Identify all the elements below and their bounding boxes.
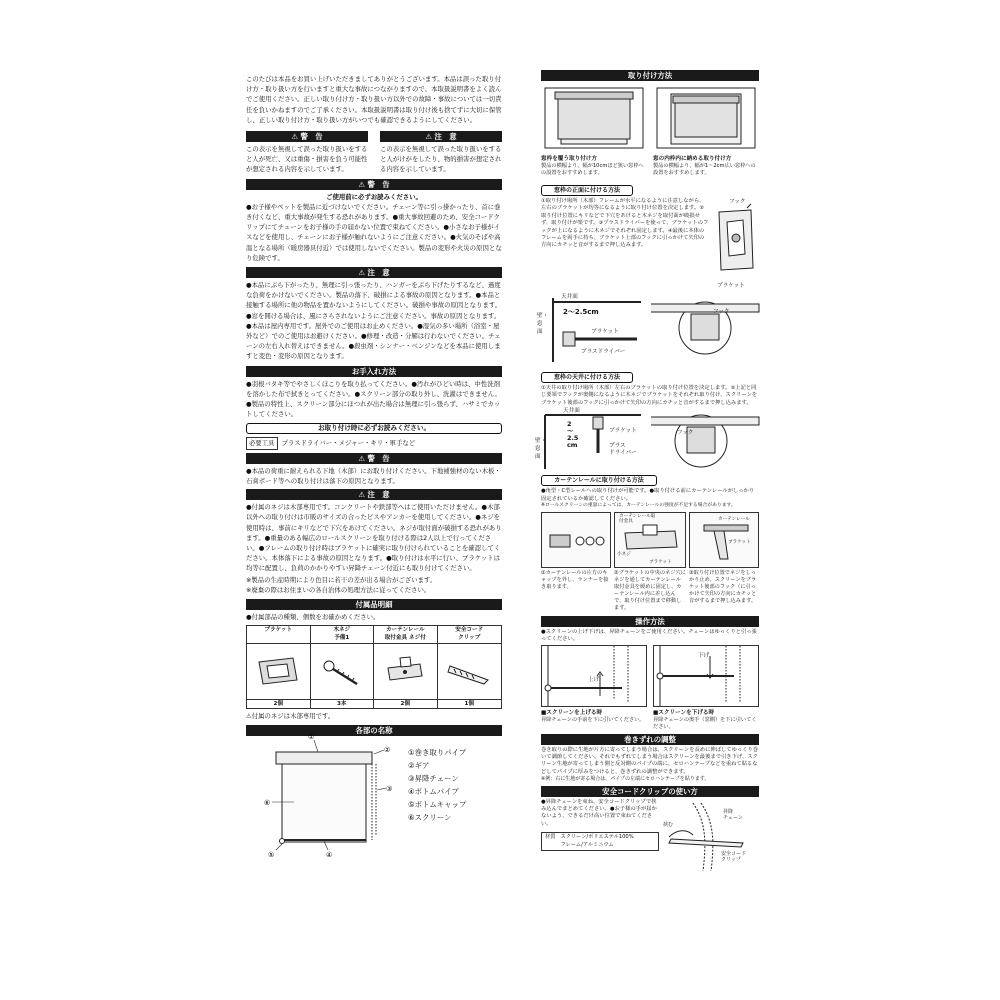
tools-text: プラスドライバー・メジャー・キリ・軍手など [281, 439, 416, 448]
part-item: ①巻き取りパイプ [408, 748, 467, 758]
clip-pinch-label: 挟む [663, 821, 674, 828]
right-column [535, 70, 759, 875]
bracket-image [247, 644, 310, 699]
accessory-rail-fitting [374, 626, 438, 708]
parts-heading: 各部の名称 [246, 725, 502, 736]
front-steps: ①取り付け場所（木部）フレームが水平になるように注意しながら、左右のブラケットが均等になるように取り付け位置を決定します。②取り付け位置にキリなどで下穴をあけると木ネジを取付面が破損せず、取り付けが楽です。③プラスドライバーを使って、ブラケットのフックが上になるように木ネジでそれぞれ固定します。④最後に本体のフレームを両手に持ち、ブラケット上部のフックに引っかけて矢印の方向にカチッと音がするまで押し込みます。 [541, 198, 709, 249]
install-read-heading: お取り付け時に必ずお読みください。 [246, 423, 502, 434]
ceiling-install-figures [535, 408, 759, 471]
tools-row [246, 437, 502, 449]
ceiling-wall-label: 壁・窓面 [535, 438, 547, 461]
accessory-qty: 3本 [311, 699, 374, 708]
part-number-2: ② [384, 746, 391, 755]
accessories-note: ⚠付属のネジは木部専用です。 [246, 712, 335, 721]
rail-figure-1 [541, 512, 611, 568]
front-heading: 窓枠の正面に付ける方法 [541, 185, 633, 196]
left-column [246, 74, 502, 860]
operate-down-figure [653, 645, 759, 707]
rail-curtain-label: カーテンレール [718, 516, 750, 522]
note-disposal: ※廃棄の際はお住まいの各自治体の処理方法に従ってください。 [246, 585, 431, 594]
front-section [541, 198, 759, 292]
warning-definitions [246, 131, 502, 175]
clip-instructions [541, 799, 659, 875]
clip-figure [663, 799, 759, 875]
warning-def-text: この表示を無視して誤った取り扱いをすると人が死亡、又は重傷・損害を負う可能性が想定される内容を示しています。 [246, 145, 368, 174]
ceiling-gap-label: 2 〜 2.5 cm [567, 420, 579, 450]
note-color: ※製品の生産時期により色目に若干の差が出る場合がございます。 [246, 575, 437, 584]
front-driver-label: プラスドライバー [581, 349, 626, 355]
operate-up [541, 645, 647, 731]
rail-screw-label: 小ネジ [617, 551, 631, 557]
front-install-figures [537, 294, 759, 368]
accessories-heading: 付属品明細 [246, 599, 502, 610]
misalign-heading: 巻きずれの調整 [541, 734, 759, 745]
operate-figures [541, 645, 759, 731]
accessory-screw [311, 626, 375, 708]
rail-bracket-label: ブラケット [649, 559, 672, 565]
front-ceiling-label: 天井面 [561, 294, 578, 300]
part-number-1: ① [308, 733, 315, 742]
front-hook-label: フック [729, 199, 746, 205]
rail-figure-2 [614, 512, 686, 568]
rail-text: ●角型・C型レールへの取り付けが可能です。●取り付ける前にカーテンレールがしっかり固定されているか確認してください。 [541, 488, 755, 502]
accessory-name: ブラケット [247, 626, 310, 644]
part-item: ⑥スクリーン [408, 813, 452, 823]
use-caution-heading: ⚠ 注 意 [246, 267, 502, 278]
mount-cover-title: 窓枠を覆う取り付け方 [541, 156, 597, 162]
caution-def-heading: ⚠ 注 意 [380, 131, 502, 142]
mount-heading: 取り付け方法 [541, 70, 759, 81]
accessories-intro: ●付属部品の種類、個数をお確かめください。 [246, 612, 380, 621]
use-caution-text: ●本品にぶら下がったり、無理に引っ張ったり、ハンガーをぶら下げたりするなど、過度な負荷をかけないでください。製品の落下、破損による事故の原因となります。●本品と接触する場所に他の物品を置かないようにしてください。破損や事故の原因となります。●窓を開ける場合は、風にさらされないようにご注意ください。事故の原因となります。●本品は屋内専用です。屋外でのご使用はお止めください。●湿気の多い場所（浴室・屋外など）でのご使用はお避けください。●修理・改造・分解は行わないでください。チェーンの左右入れ替えはできません。●殺虫剤・シンナー・ベンジンなどを本品に使用しますと変色・変形の原因となります。 [246, 281, 502, 361]
rail-note: ※ロールスクリーンの重量によっては、カーテンレールの強度が不足する場合があります。 [541, 503, 736, 509]
roller-screen-drawing [254, 733, 394, 860]
ceiling-surface-label: 天井面 [563, 408, 580, 415]
mount-types [541, 84, 759, 177]
mount-inside-text: 製品の横幅より、幅が1〜2cm広い窓枠への設置をおすすめします。 [653, 163, 756, 176]
rail-step-3: ③取り付け位置でネジをしっかり止め、スクリーンをブラケット後部のフック（に引っかけて矢印の方向にカチッと音がするまで押し込みます。 [689, 569, 757, 604]
rail-figures [541, 512, 759, 568]
accessory-bracket [247, 626, 311, 708]
rail-bracket2-label: ブラケット [728, 539, 751, 545]
operate-text: ●スクリーンの上げ下げは、昇降チェーンをご使用ください。チェーンはゆっくりと引っ張ってください。 [541, 628, 757, 642]
operate-down-label: 下げ [698, 652, 710, 659]
rail-step-2: ②ブラケットの中央のネジ穴にネジを通してカーテンレール取付金具を緩めに固定し、カーテンレール内に差し込んで、取り付け位置まで移動します。 [614, 569, 686, 611]
part-number-5: ⑤ [268, 851, 275, 860]
warning-def-heading: ⚠ 警 告 [246, 131, 368, 142]
accessory-name: 木ネジ 予備1 [311, 626, 374, 644]
clip-section [541, 799, 759, 875]
part-item: ⑤ボトムキャップ [408, 800, 467, 810]
part-item: ④ボトムパイプ [408, 787, 459, 797]
screw-image [311, 644, 374, 699]
safety-clip-image [438, 644, 502, 699]
rail-fitting-label: カーテンレール取付金具 [619, 513, 656, 525]
install-warning-text: ●本品の荷重に耐えられる下地（木部）にお取り付けください。下地補強材のない木板・石膏ボード等への取り付けは落下の原因となります。 [246, 466, 501, 485]
part-number-4: ④ [326, 851, 333, 860]
operate-heading: 操作方法 [541, 616, 759, 627]
rail-steps [541, 570, 759, 612]
part-number-3: ③ [386, 785, 393, 794]
rail-heading: カーテンレールに取り付ける方法 [541, 475, 657, 486]
ceiling-driver-label: プラス ドライバー [609, 443, 637, 457]
clip-text: ●昇降チェーンを束ね、安全コードクリップで挟み込んでまとめてください。●お子様の手が届かないよう、できるだけ高い位置で束ねてください。 [541, 798, 657, 827]
part-item: ②ギア [408, 761, 430, 771]
install-caution-heading: ⚠ 注 意 [246, 489, 502, 500]
front-hook-callout: フック [713, 309, 730, 315]
misalign-note: ※例：右に生地が寄る場合は、パイプの左端にセロハンテープを貼ります。 [541, 775, 710, 782]
operate-down-title: ■スクリーンを下げる時 [653, 709, 715, 716]
operate-down-text: 昇降チェーンの奥手（窓側）を下に引いてください。 [653, 716, 757, 730]
rail-figure-3 [689, 512, 759, 568]
ceiling-hook-label: フック [677, 430, 694, 437]
mount-cover-figure [541, 84, 647, 150]
ceiling-bracket-label: ブラケット [609, 428, 637, 435]
accessory-safety-clip [438, 626, 502, 708]
ceiling-heading: 窓枠の天井に付ける方法 [541, 372, 633, 383]
misalign-text: 巻き取りの際に生地が片方に寄ってしまう場合は、スクリーンを長めに伸ばしてゆっくり巻いて調節してください。それでもずれてしまう場合はスクリーンを最後まで引き下げ、スクリーン生地が寄ってしまう側と反対側のパイプの端に、セロハンテープなどを重ねて貼るなどしてパイプに厚みをつけると、巻きずれの調整ができます。 [541, 746, 759, 775]
accessory-qty: 2個 [247, 699, 310, 708]
front-bracket-figure [713, 198, 759, 292]
accessory-qty: 1個 [438, 699, 502, 708]
mount-type-inside [653, 84, 759, 177]
accessory-qty: 2個 [374, 699, 437, 708]
front-bracket-label: ブラケット [717, 283, 745, 289]
install-caution-text: ●付属のネジは木部専用です。コンクリートや鉄部等へはご使用いただけません。●木部以外への取り付けは市販のサイズの合ったビスやアンカーを使用してください。●ネジを使用時は、事前にキリなどで下穴をあけてください。ネジが取付面が破損する恐れがあります。●重量のある幅広のロールスクリーンを取り付ける際は2人以上で行ってください。●フレームの取り付け時はブラケットに確実に取り付けられていることを確認してください。本体落下による事故の原因となります。●取り付けは水平に行い、ブラケットは均等に配置し、負荷のかかりやすい昇降チェーン付近にも取り付けてください。 [246, 503, 502, 573]
front-bracket-callout: ブラケット [591, 329, 619, 335]
part-number-6: ⑥ [264, 799, 271, 808]
clip-heading: 安全コードクリップの使い方 [541, 786, 759, 797]
use-warning-heading: ⚠ 警 告 [246, 179, 502, 190]
care-heading: お手入れ方法 [246, 366, 502, 377]
operate-up-title: ■スクリーンを上げる時 [541, 709, 603, 716]
use-warning-text: ●お子様やペットを製品に近づけないでください。チェーン等に引っ掛かったり、首に巻き付くなど、重大事故が発生する恐れがあります。●重大事故回避のため、安全コードクリップにてチェーンをお子様の手の届かない位置で束ねてください。●小さなお子様がイスなどを使用し、チェーンにお子様が触れないようにご注意ください。●火気のそばや高温となる場所（暖房器具付近）では使用しないでください。製品の変形や火災の原因となり危険です。 [246, 202, 502, 262]
material-box: 材質 スクリーン/ポリエステル100% フレーム/アルミニウム [541, 832, 659, 851]
mount-inside-title: 窓の内枠内に納める取り付け方 [653, 156, 732, 162]
operate-up-figure [541, 645, 647, 707]
mount-inside-figure [653, 84, 759, 150]
install-warning-heading: ⚠ 警 告 [246, 453, 502, 464]
caution-def-text: この表示を無視して誤った取り扱いをすると人がけがをしたり、物的損害が想定される内容を示しています。 [380, 145, 502, 174]
accessory-name: カーテンレール 取付金具 ネジ付 [374, 626, 437, 644]
operate-up-text: 昇降チェーンの手前を下に引いてください。 [541, 716, 645, 723]
care-text: ●羽根バタキ等でやさしくほこりを取り払ってください。●汚れがひどい時は、中性洗剤を溶かした布で拭きとってください。●スクリーン部分の取り外し、洗濯はできません。●製品の特性上、スクリーン部分にほつれが出た場合は無理に引っ張らず、ハサミでカットしてください。 [246, 379, 501, 419]
rail-step-1: ①カーテンレールの片方のキャップを外し、ランナーを抜き取ります。 [541, 569, 609, 590]
accessory-name: 安全コード クリップ [438, 626, 502, 644]
front-gap-label: 2〜2.5cm [563, 308, 599, 316]
ceiling-steps: ①天井の取り付け場所（木部）左右のブラケットの取り付け位置を決定します。②上記と同じ要領でフックが奥側になるように木ネジでブラケットをそれぞれ取り付け、スクリーンをブラケット後部のフックに引っかけて矢印の方向にカチッと音がするまで押し込みます。 [541, 385, 758, 406]
operate-up-label: 上げ [588, 676, 600, 683]
clip-label: 安全コード クリップ [721, 850, 747, 863]
accessories-table [246, 625, 502, 709]
intro-text: このたびは本品をお買い上げいただきましてありがとうございます。本品は誤った取り付け方・取り扱い方を行いますと重大な事故につながりますので、本取扱説明書をよく読んでご使用ください。正しい取り付け方・取り扱い方以外での故障・事故については一切責任を負いかねますのでご了承ください。本取扱説明書は取り付け後も捨てずに大切に保管し、正しい取り付け方・取り扱い方がいつでも確認できるようにしてください。 [246, 75, 502, 124]
rail-fitting-image [374, 644, 437, 699]
operate-down [653, 645, 759, 731]
use-warning-subheading: ご使用前に必ずお読みください。 [326, 192, 422, 201]
front-wall-label: 壁・窓面 [537, 313, 549, 335]
parts-list [408, 746, 466, 824]
clip-chain-label: 昇降 チェーン [723, 808, 743, 821]
part-item: ③昇降チェーン [408, 774, 459, 784]
mount-cover-text: 製品の横幅より、幅が10cmほど狭い窓枠への設置をおすすめします。 [541, 163, 644, 176]
mount-type-cover [541, 84, 647, 177]
tools-label: 必要工具 [246, 437, 278, 449]
parts-diagram [246, 733, 502, 860]
